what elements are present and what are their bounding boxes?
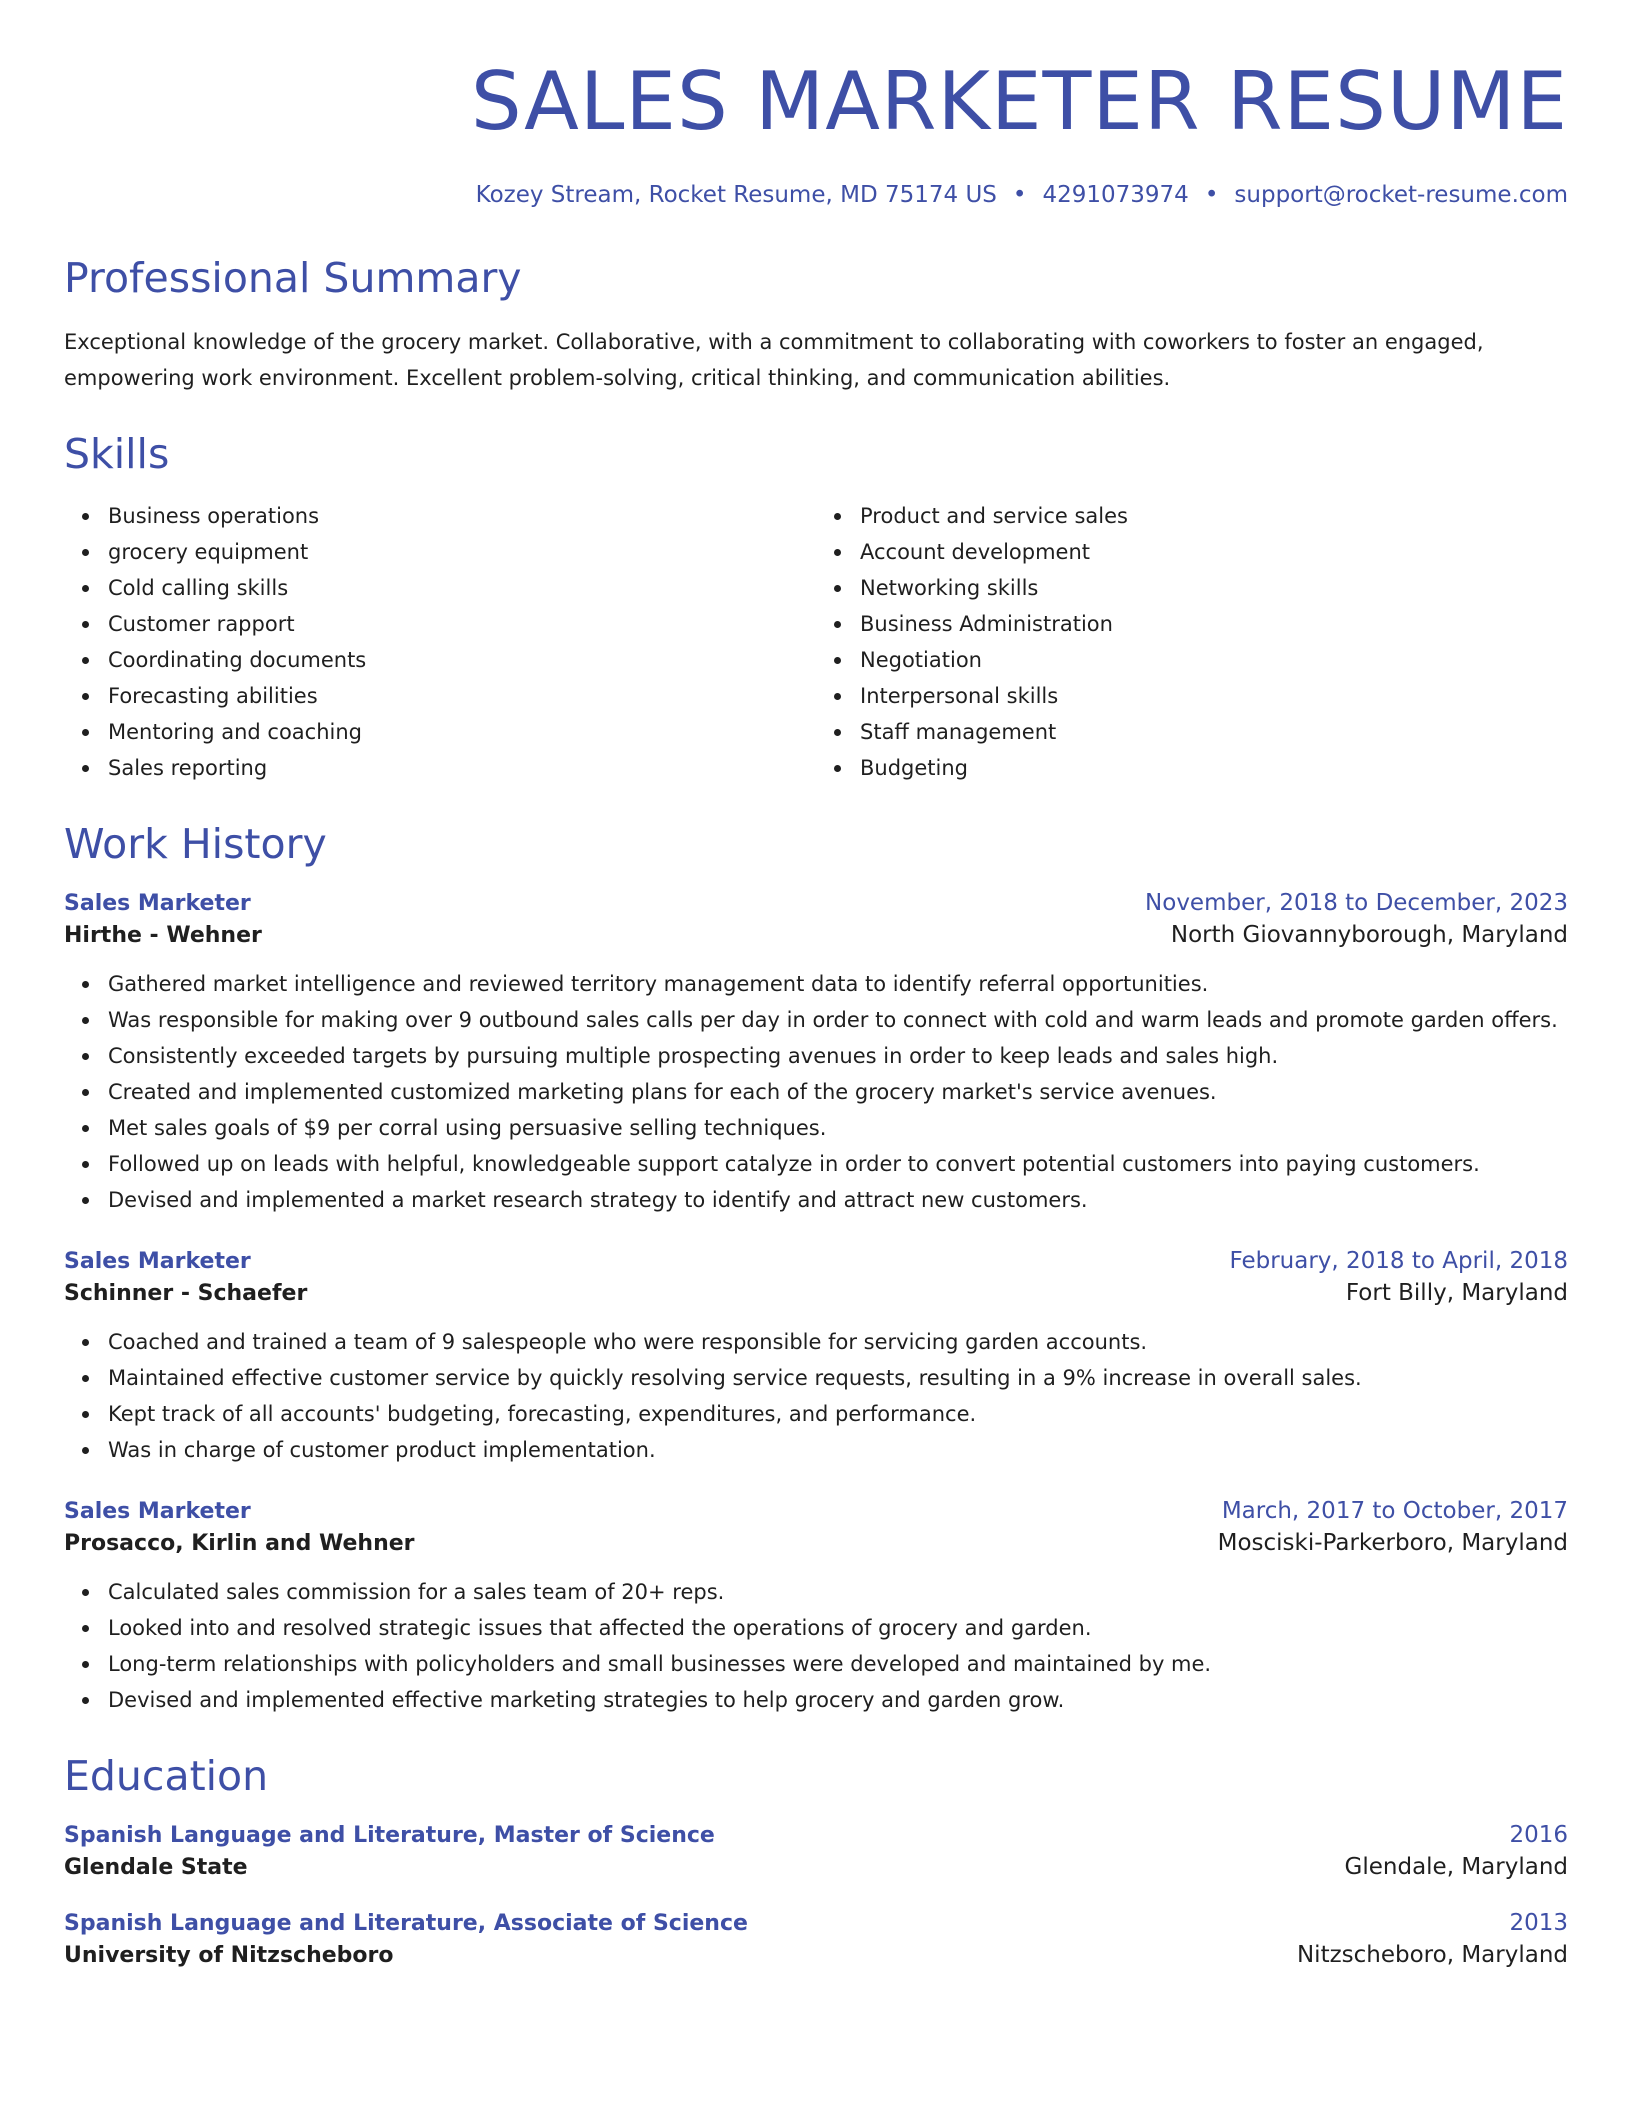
job-dates: November, 2018 to December, 2023 xyxy=(1145,890,1568,916)
job-bullet: Was responsible for making over 9 outbound sales calls per day in order to connect with cold and warm leads and promote garden offers. xyxy=(108,1002,1568,1038)
job-bullet: Was in charge of customer product implementation. xyxy=(108,1432,1568,1468)
education-location: Glendale, Maryland xyxy=(1344,1854,1568,1880)
education-location: Nitzscheboro, Maryland xyxy=(1296,1942,1568,1968)
contact-email: support@rocket-resume.com xyxy=(1234,182,1568,208)
skills-left-list xyxy=(64,498,816,786)
education-school: University of Nitzscheboro xyxy=(64,1943,394,1968)
skill-item: Sales reporting xyxy=(108,750,816,786)
skill-item: grocery equipment xyxy=(108,534,816,570)
skill-item: Negotiation xyxy=(860,642,1568,678)
job-bullet: Coached and trained a team of 9 salespeople who were responsible for servicing garden accounts. xyxy=(108,1324,1568,1360)
education-school-row xyxy=(64,1942,1568,1968)
education-year: 2016 xyxy=(1509,1822,1568,1848)
job-bullets xyxy=(64,966,1568,1218)
job-bullet: Looked into and resolved strategic issues that affected the operations of grocery and garden. xyxy=(108,1610,1568,1646)
education-entry xyxy=(64,1822,1568,1880)
education-school-row xyxy=(64,1854,1568,1880)
job-company-row xyxy=(64,1530,1568,1556)
resume-title: SALES MARKETER RESUME xyxy=(470,55,1568,148)
education-entry xyxy=(64,1910,1568,1968)
skill-item: Interpersonal skills xyxy=(860,678,1568,714)
job-bullet: Calculated sales commission for a sales team of 20+ reps. xyxy=(108,1574,1568,1610)
skill-item: Budgeting xyxy=(860,750,1568,786)
skill-item: Forecasting abilities xyxy=(108,678,816,714)
job-company: Schinner - Schaefer xyxy=(64,1281,308,1306)
job-dates: February, 2018 to April, 2018 xyxy=(1229,1248,1568,1274)
education-header-row xyxy=(64,1822,1568,1848)
skill-item: Coordinating documents xyxy=(108,642,816,678)
education-school: Glendale State xyxy=(64,1855,248,1880)
job-bullet: Maintained effective customer service by quickly resolving service requests, resulting in a 9% increase in overall sales. xyxy=(108,1360,1568,1396)
job-dates: March, 2017 to October, 2017 xyxy=(1221,1498,1568,1524)
job-location: North Giovannyborough, Maryland xyxy=(1170,922,1568,948)
skill-item: Business operations xyxy=(108,498,816,534)
job-entry xyxy=(64,1498,1568,1718)
job-company: Prosacco, Kirlin and Wehner xyxy=(64,1531,415,1556)
job-bullet: Long-term relationships with policyholders and small businesses were developed and maintained by me. xyxy=(108,1646,1568,1682)
job-header-row xyxy=(64,890,1568,916)
education-year: 2013 xyxy=(1509,1910,1568,1936)
skill-item: Cold calling skills xyxy=(108,570,816,606)
job-location: Fort Billy, Maryland xyxy=(1345,1280,1568,1306)
job-bullet: Met sales goals of $9 per corral using persuasive selling techniques. xyxy=(108,1110,1568,1146)
work-history-heading: Work History xyxy=(64,820,327,868)
skill-item: Product and service sales xyxy=(860,498,1568,534)
job-title: Sales Marketer xyxy=(64,1499,251,1524)
education-degree: Spanish Language and Literature, Associate of Science xyxy=(64,1911,748,1936)
contact-line xyxy=(64,182,1568,208)
skills-grid xyxy=(64,498,1568,786)
job-bullets xyxy=(64,1574,1568,1718)
summary-heading: Professional Summary xyxy=(64,254,522,302)
contact-separator: • xyxy=(1204,182,1219,208)
job-entry xyxy=(64,1248,1568,1468)
job-header-row xyxy=(64,1498,1568,1524)
job-bullet: Kept track of all accounts' budgeting, forecasting, expenditures, and performance. xyxy=(108,1396,1568,1432)
job-bullets xyxy=(64,1324,1568,1468)
job-title: Sales Marketer xyxy=(64,891,251,916)
job-bullet: Devised and implemented effective marketing strategies to help grocery and garden grow. xyxy=(108,1682,1568,1718)
job-company-row xyxy=(64,922,1568,948)
skills-heading: Skills xyxy=(64,430,170,478)
job-bullet: Consistently exceeded targets by pursuing multiple prospecting avenues in order to keep leads and sales high. xyxy=(108,1038,1568,1074)
job-company-row xyxy=(64,1280,1568,1306)
skill-item: Account development xyxy=(860,534,1568,570)
job-location: Mosciski-Parkerboro, Maryland xyxy=(1217,1530,1568,1556)
skill-item: Staff management xyxy=(860,714,1568,750)
job-title: Sales Marketer xyxy=(64,1249,251,1274)
education-header-row xyxy=(64,1910,1568,1936)
job-company: Hirthe - Wehner xyxy=(64,923,262,948)
job-bullet: Gathered market intelligence and reviewed territory management data to identify referral opportunities. xyxy=(108,966,1568,1002)
skill-item: Business Administration xyxy=(860,606,1568,642)
contact-address: Kozey Stream, Rocket Resume, MD 75174 US xyxy=(475,182,997,208)
job-entry xyxy=(64,890,1568,1218)
skill-item: Mentoring and coaching xyxy=(108,714,816,750)
education-heading: Education xyxy=(64,1752,269,1800)
job-bullet: Followed up on leads with helpful, knowledgeable support catalyze in order to convert potential customers into paying customers. xyxy=(108,1146,1568,1182)
summary-text: Exceptional knowledge of the grocery market. Collaborative, with a commitment to collaborating with coworkers to foster an engaged, empowering work environment. Excellent problem-solving, critical thinking, and communication abilities. xyxy=(64,330,1484,390)
contact-phone: 4291073974 xyxy=(1042,182,1189,208)
job-bullet: Devised and implemented a market research strategy to identify and attract new customers. xyxy=(108,1182,1568,1218)
skill-item: Networking skills xyxy=(860,570,1568,606)
contact-separator: • xyxy=(1012,182,1027,208)
job-header-row xyxy=(64,1248,1568,1274)
skills-right-list xyxy=(816,498,1568,786)
job-bullet: Created and implemented customized marketing plans for each of the grocery market's service avenues. xyxy=(108,1074,1568,1110)
education-degree: Spanish Language and Literature, Master of Science xyxy=(64,1823,715,1848)
skill-item: Customer rapport xyxy=(108,606,816,642)
